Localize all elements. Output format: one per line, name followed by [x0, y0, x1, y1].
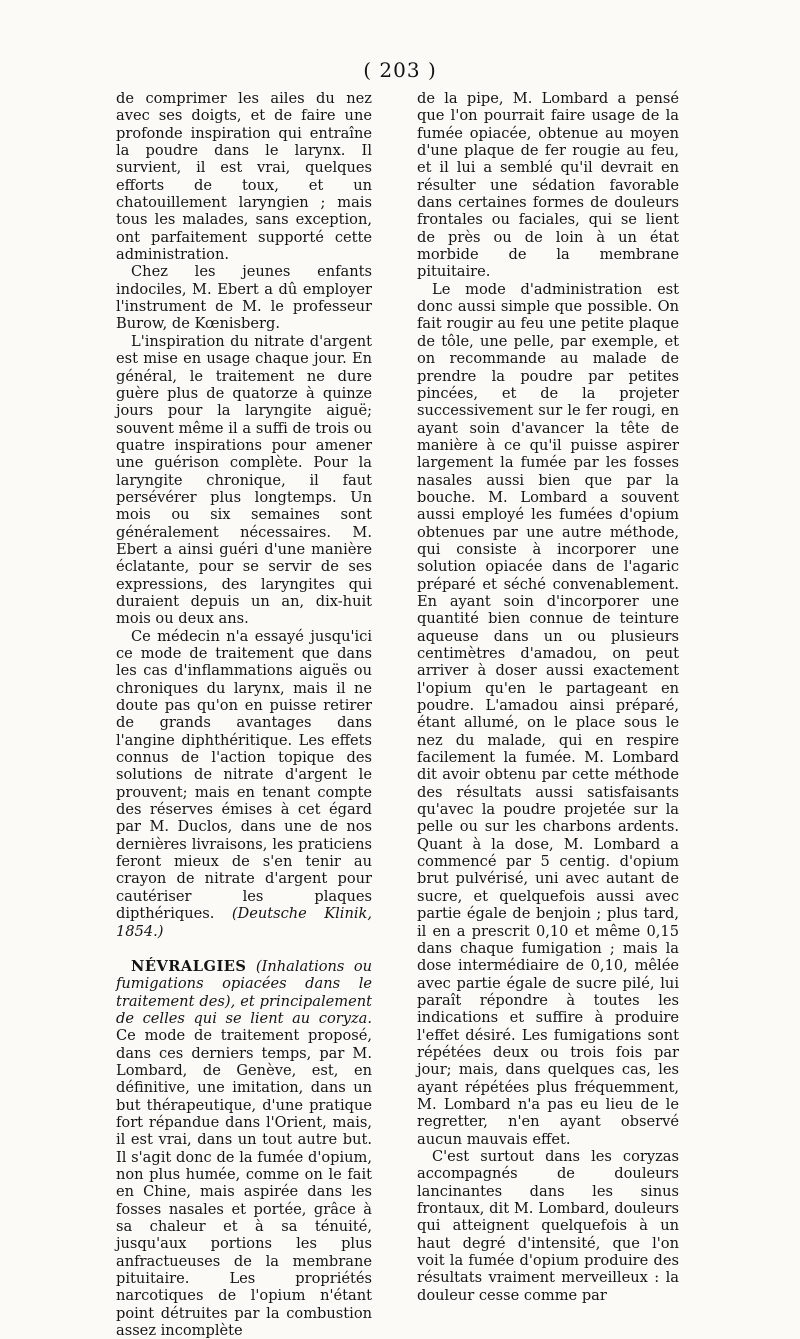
- right-column: [417, 90, 679, 1304]
- paragraph: de la pipe, M. Lombard a pensé que l'on pourrait faire usage de la fumée opiacée, obtenue au moyen d'une plaque de fer rougie au feu, et il lui a semblé qu'il devrait en résulter une sédation favorable dans certaines formes de douleurs frontales ou faciales, qui se lient de près ou de loin à un état morbide de la membrane pituitaire.: [417, 90, 679, 281]
- paragraph-text: Ce médecin n'a essayé jusqu'ici ce mode de traitement que dans les cas d'inflammations aiguës ou chroniques du larynx, mais il ne doute pas qu'on en puisse retirer de grands avantages dans l'angine diphthéritique. Les effets connus de l'action topique des solutions de nitrate d'argent le prouvent; mais en tenant compte des réserves émises à cet égard par M. Duclos, dans une de nos dernières livraisons, les praticiens feront mieux de s'en tenir au crayon de nitrate d'argent pour cautériser les plaques dipthériques.: [116, 627, 372, 923]
- source-citation: (Deutsche Klinik, 1854.): [116, 905, 372, 940]
- paragraph: L'inspiration du nitrate d'argent est mise en usage chaque jour. En général, le traitement ne dure guère plus de quatorze à quinze jours pour la laryngite aiguë; souvent même il a suffi de trois ou quatre inspirations pour amener une guérison complète. Pour la laryngite chronique, il faut persévérer plus longtemps. Un mois ou six semaines sont généralement nécessaires. M. Ebert a ainsi guéri d'une manière éclatante, pour se servir de ses expressions, des laryngites qui duraient depuis un an, dix-huit mois ou deux ans.: [116, 332, 372, 628]
- page-number: ( 203 ): [363, 58, 437, 82]
- section-heading: NÉVRALGIES: [131, 957, 247, 975]
- left-column: [116, 90, 372, 1339]
- paragraph: Le mode d'administration est donc aussi simple que possible. On fait rougir au feu une petite plaque de tôle, une pelle, par exemple, et on recommande au malade de prendre la poudre par petites pincées, et de la projeter successivement sur le fer rougi, en ayant soin d'avancer la tête de manière à ce qu'il puisse aspirer largement la fumée par les fosses nasales aussi bien que par la bouche. M. Lombard a souvent aussi employé les fumées d'opium obtenues par une autre méthode, qui consiste à incorporer une solution opiacée dans de l'agaric préparé et séché convenablement. En ayant soin d'incorporer une quantité bien connue de teinture aqueuse dans un ou plusieurs centimètres d'amadou, on peut arriver à doser aussi exactement l'opium qu'en le partageant en poudre. L'amadou ainsi préparé, étant allumé, on le place sous le nez du malade, qui en respire facilement la fumée. M. Lombard dit avoir obtenu par cette méthode des résultats aussi satisfaisants qu'avec la poudre projetée sur la pelle ou sur les charbons ardents. Quant à la dose, M. Lombard a commencé par 5 centig. d'opium brut pulvérisé, uni avec autant de sucre, et quelquefois aussi avec partie égale de benjoin ; plus tard, il en a prescrit 0,10 et même 0,15 dans chaque fumigation ; mais la dose intermédiaire de 0,10, mêlée avec partie égale de sucre pilé, lui paraît répondre à toutes les indications et suffire à produire l'effet désiré. Les fumigations sont répétées deux ou trois fois par jour; mais, dans quelques cas, les ayant répétées plus fréquemment, M. Lombard n'a pas eu lieu de le regretter, n'en ayant observé aucun mauvais effet.: [417, 280, 679, 1148]
- paragraph: C'est surtout dans les coryzas accompagnés de douleurs lancinantes dans les sinus frontaux, dit M. Lombard, douleurs qui atteignent quelquefois à un haut degré d'intensité, que l'on voit la fumée d'opium produire des résultats vraiment merveilleux : la douleur cesse comme par: [417, 1147, 679, 1304]
- paragraph: Chez les jeunes enfants indociles, M. Ebert a dû employer l'instrument de M. le professeur Burow, de Kœnisberg.: [116, 263, 372, 333]
- section-subtitle: (Inhalations ou fumigations opiacées dans le traitement des), et principalement de celles qui se lient au coryza.: [116, 957, 373, 1027]
- paragraph-text: Ce mode de traitement proposé, dans ces derniers temps, par M. Lombard, de Genève, est, en définitive, une imitation, dans un but thérapeutique, d'une pratique fort répandue dans l'Orient, mais, il est vrai, dans un tout autre but. Il s'agit donc de la fumée d'opium, non plus humée, comme on le fait en Chine, mais aspirée dans les fosses nasales et portée, grâce à sa chaleur et à sa ténuité, jusqu'aux portions les plus anfractueuses de la membrane pituitaire. Les propriétés narcotiques de l'opium n'étant point détruites par la combustion assez incomplète: [116, 1027, 372, 1339]
- section-paragraph: [116, 958, 372, 1339]
- paragraph: de comprimer les ailes du nez avec ses doigts, et de faire une profonde inspiration qui entraîne la poudre dans le larynx. Il survient, il est vrai, quelques efforts de toux, et un chatouillement laryngien ; mais tous les malades, sans exception, ont parfaitement supporté cette administration.: [116, 90, 372, 264]
- paragraph: [116, 628, 372, 940]
